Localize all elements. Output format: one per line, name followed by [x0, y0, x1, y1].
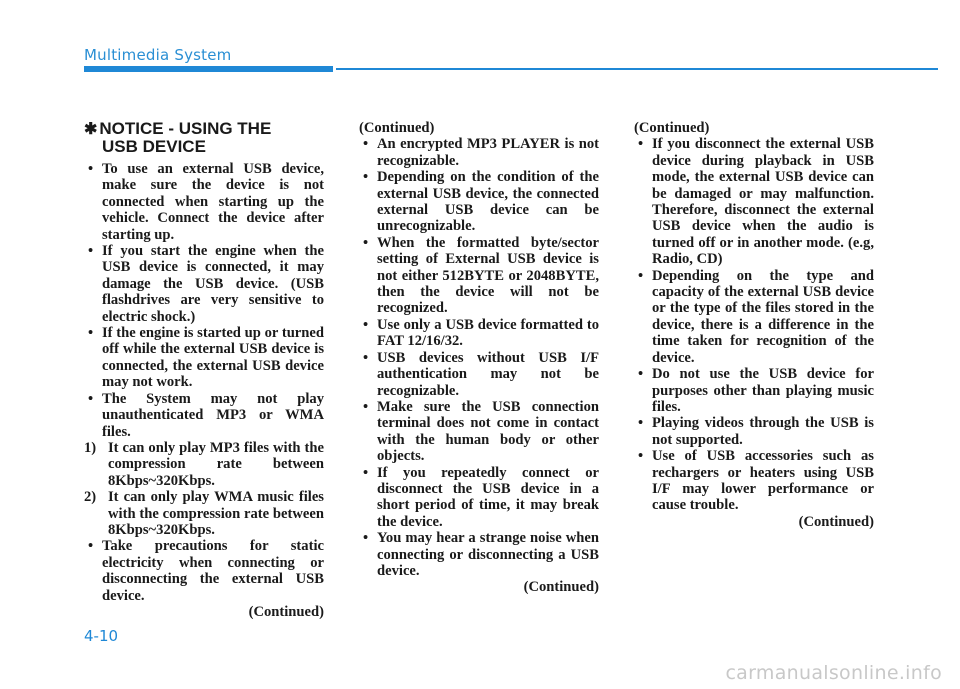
list-item	[359, 350, 599, 399]
notice-title-line1: NOTICE - USING THE	[99, 119, 272, 138]
col2-list	[359, 136, 599, 579]
column-2	[359, 120, 599, 596]
list-item	[84, 391, 324, 440]
bullet: •	[638, 136, 644, 153]
list-item-text: Use only a USB device formatted to FAT 12/16/32.	[377, 316, 599, 350]
bullet: •	[363, 234, 369, 251]
list-item	[359, 399, 599, 465]
list-item	[359, 317, 599, 350]
list-item	[634, 366, 874, 415]
list-item-text: If you start the engine when the USB device is connected, it may damage the USB device. (USB flashdrives are very sensitive to electric shock.)	[102, 243, 324, 325]
bullet: •	[363, 349, 369, 366]
list-item-text: It can only play MP3 files with the compression rate between 8Kbps~320Kbps.	[108, 439, 324, 489]
bullet: •	[88, 325, 94, 342]
bullet: •	[638, 267, 644, 284]
list-item	[84, 161, 324, 243]
bullet: •	[638, 366, 644, 383]
header-rule-thick	[84, 66, 333, 72]
continued-top-label: (Continued)	[359, 120, 435, 136]
continued-label: (Continued)	[248, 603, 324, 620]
list-item-text: Take precautions for static electricity when connecting or disconnecting the external USB device.	[102, 538, 324, 604]
list-item	[84, 325, 324, 391]
list-item-text: When the formatted byte/sector setting of External USB device is not either 512BYTE or 2048BYTE, then the device will not be recognized.	[377, 234, 599, 317]
bullet: •	[363, 398, 369, 415]
bullet: •	[363, 464, 369, 481]
list-item-text: If you disconnect the external USB device during playback in USB mode, the external USB device can be damaged or may malfunction. Therefore, disconnect the external USB device when the audio is turned off or in another mode. (e.g, Radio, CD)	[652, 136, 874, 268]
col1-list	[84, 161, 324, 604]
list-item-text: USB devices without USB I/F authentication may not be recognizable.	[377, 349, 599, 399]
list-item	[634, 136, 874, 267]
list-item-text: Use of USB accessories such as rechargers or heaters using USB I/F may lower performance or cause trouble.	[652, 448, 874, 514]
list-item-text: Make sure the USB connection terminal does not come in contact with the human body or other objects.	[377, 398, 599, 465]
list-item	[84, 243, 324, 325]
col3-list	[634, 136, 874, 513]
notice-title	[84, 120, 324, 155]
page-number: 4-10	[84, 627, 119, 645]
list-item	[84, 538, 324, 604]
list-item-text: If you repeatedly connect or disconnect the USB device in a short period of time, it may break the device.	[377, 464, 599, 530]
list-item	[359, 169, 599, 235]
list-item-text: Do not use the USB device for purposes other than playing music files.	[652, 366, 874, 415]
bullet: •	[363, 169, 369, 186]
column-1	[84, 120, 324, 620]
list-item	[359, 235, 599, 317]
bullet: •	[88, 161, 94, 177]
bullet: •	[638, 448, 644, 465]
bullet: •	[363, 316, 369, 333]
notice-title-line2: USB DEVICE	[102, 137, 206, 156]
bullet: •	[88, 538, 94, 555]
header-rule-thin	[336, 68, 938, 70]
list-item-text: The System may not play unauthenticated MP3 or WMA files.	[102, 390, 324, 440]
continued-label: (Continued)	[523, 579, 599, 596]
watermark: carmanualsonline.info	[725, 662, 942, 684]
list-item	[84, 440, 324, 489]
list-item	[359, 136, 599, 169]
list-item-text: Depending on the type and capacity of the external USB device or the type of the files stored in the device, there is a difference in the time taken for recognition of the device.	[652, 267, 874, 366]
list-item-text: You may hear a strange noise when connecting or disconnecting a USB device.	[377, 530, 599, 579]
list-item	[634, 268, 874, 366]
list-item-text: Playing videos through the USB is not supported.	[652, 415, 874, 448]
list-item-text: An encrypted MP3 PLAYER is not recognizable.	[377, 136, 599, 169]
list-item	[634, 415, 874, 448]
continued-label: (Continued)	[798, 513, 874, 530]
bullet: •	[88, 243, 94, 260]
bullet: •	[88, 390, 94, 407]
bullet: •	[638, 415, 644, 432]
list-item	[84, 489, 324, 538]
number-marker: 2)	[84, 489, 97, 506]
list-item	[634, 448, 874, 514]
star-cross-icon: ✱	[84, 121, 98, 138]
list-item	[359, 530, 599, 579]
list-item-text: It can only play WMA music files with the compression rate between 8Kbps~320Kbps.	[108, 489, 324, 538]
continued-top-label: (Continued)	[634, 120, 710, 136]
list-item-text: Depending on the condition of the external USB device, the connected external USB device can be unrecognizable.	[377, 169, 599, 235]
bullet: •	[363, 136, 369, 153]
header-title: Multimedia System	[84, 46, 232, 64]
list-item	[359, 465, 599, 531]
bullet: •	[363, 530, 369, 547]
list-item-text: To use an external USB device, make sure the device is not connected when starting up the vehicle. Connect the device after starting up.	[102, 161, 324, 243]
column-3	[634, 120, 874, 530]
number-marker: 1)	[84, 439, 97, 456]
list-item-text: If the engine is started up or turned off while the external USB device is connected, the external USB device may not work.	[102, 325, 324, 391]
